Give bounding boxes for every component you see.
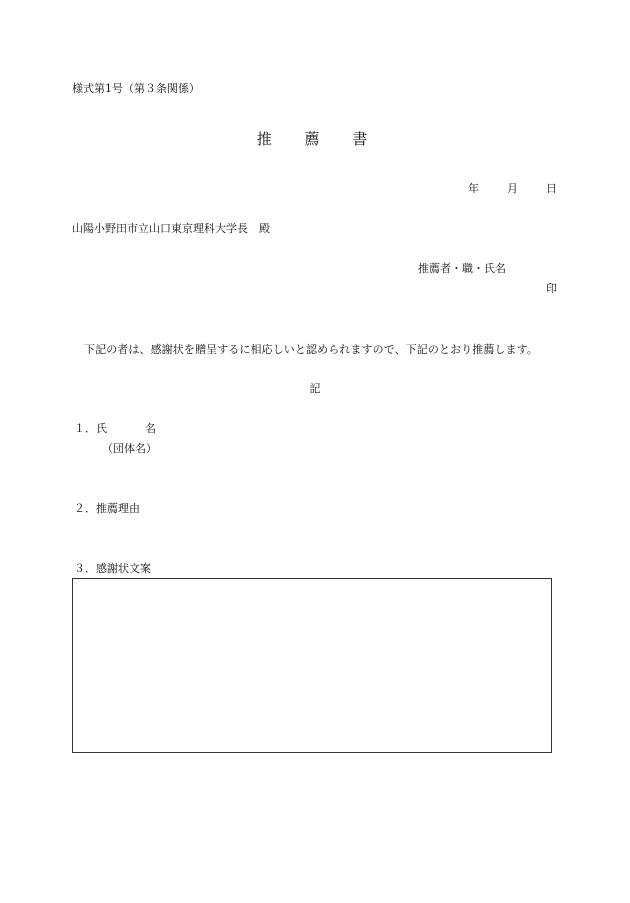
- item-name-number: １．氏: [74, 422, 107, 435]
- item-name-label: 名: [145, 422, 156, 435]
- addressee: 山陽小野田市立山口東京理科大学長 殿: [72, 222, 270, 235]
- item-reason: ２．推薦理由: [74, 502, 140, 515]
- date-fields: [468, 183, 557, 194]
- certificate-text-box[interactable]: [72, 578, 552, 753]
- recommender-label: 推薦者・職・氏名: [418, 262, 506, 275]
- recommendation-statement: 下記の者は、感謝状を贈呈するに相応しいと認められますので、下記のとおり推薦します。: [84, 343, 538, 356]
- date-month-label: 月: [507, 182, 518, 195]
- date-year-label: 年: [468, 182, 479, 195]
- seal-mark: 印: [546, 282, 557, 295]
- date-day-label: 日: [546, 182, 557, 195]
- ki-heading: 記: [309, 382, 321, 395]
- item-name: [74, 423, 156, 434]
- item-group-name: （団体名）: [102, 442, 157, 455]
- form-number: 様式第1号（第３条関係）: [72, 82, 200, 95]
- document-title: 推 薦 書: [256, 130, 382, 148]
- item-certificate-text: ３．感謝状文案: [74, 562, 151, 575]
